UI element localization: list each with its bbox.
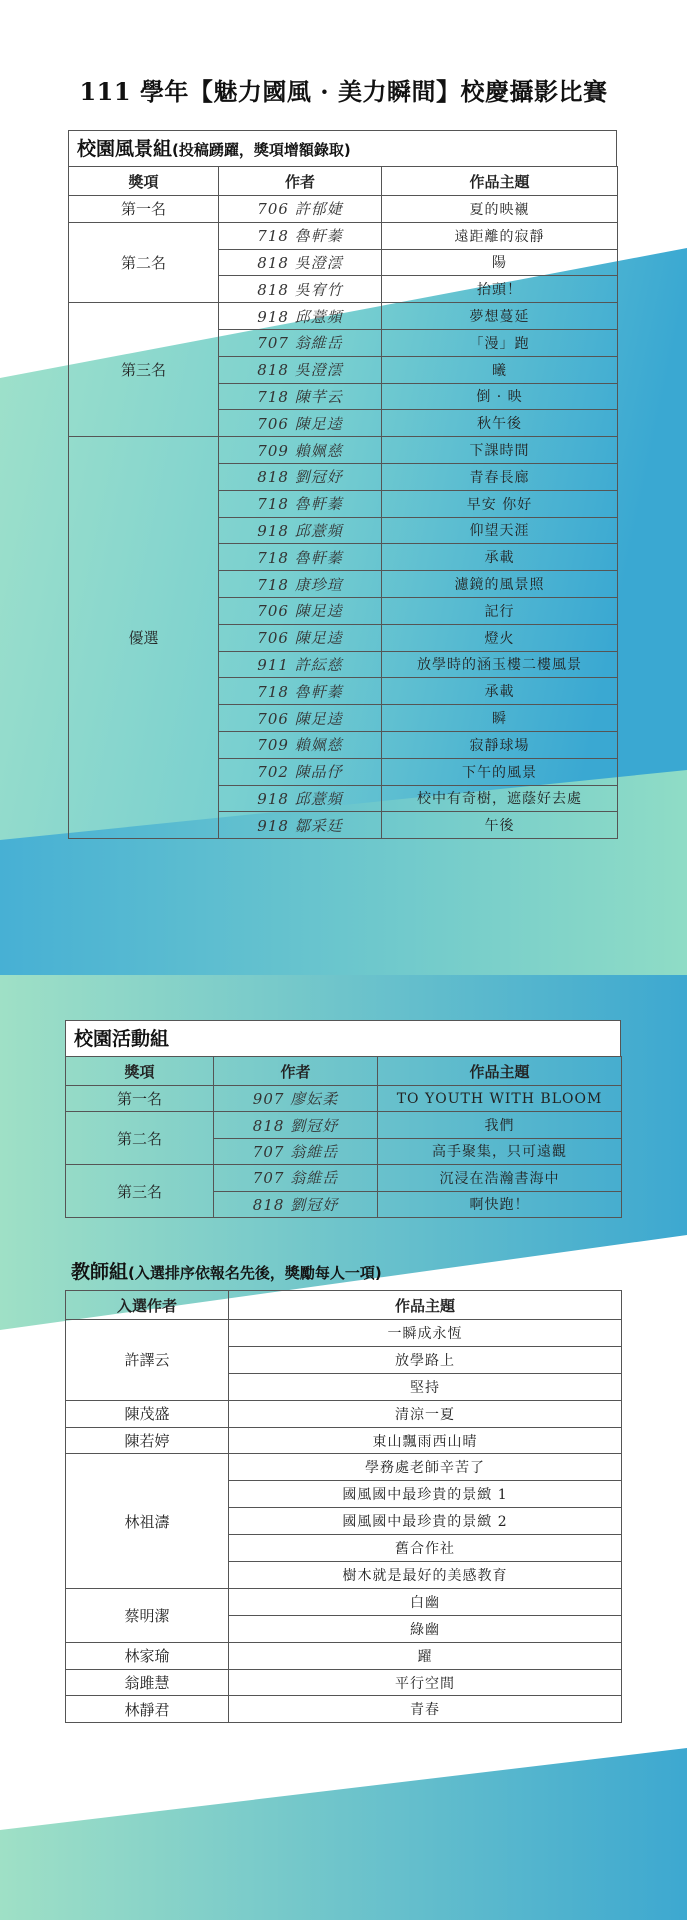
work-title-cell: 校中有奇樹，遮蔭好去處 (382, 785, 618, 812)
header-author: 作者 (219, 167, 382, 196)
work-title-cell: 沉浸在浩瀚書海中 (378, 1165, 622, 1191)
work-title-cell: 燈火 (382, 624, 618, 651)
award-cell: 優選 (69, 437, 219, 839)
work-title-cell: 早安 你好 (382, 490, 618, 517)
author-cell: 918 邱薏頻 (219, 785, 382, 812)
table-row (66, 1669, 622, 1696)
teacher-name-cell: 陳若婷 (66, 1427, 229, 1454)
author-cell: 706 陳足逵 (219, 410, 382, 437)
landscape-section-note: (投稿踴躍，獎項增額錄取) (172, 141, 351, 159)
author-cell: 707 翁維岳 (219, 329, 382, 356)
table-row (66, 1454, 622, 1481)
author-cell: 718 魯軒蓁 (219, 544, 382, 571)
teacher-name-cell: 林家瑜 (66, 1642, 229, 1669)
teacher-section (65, 1254, 621, 1723)
author-cell: 818 吳澄澐 (219, 356, 382, 383)
work-title-cell: 午後 (382, 812, 618, 839)
activity-section-title: 校園活動組 (74, 1028, 170, 1050)
work-title-cell: 一瞬成永恆 (229, 1320, 622, 1347)
author-cell: 818 吳澄澐 (219, 249, 382, 276)
teacher-name-cell: 林靜君 (66, 1696, 229, 1723)
author-cell: 918 鄒采廷 (219, 812, 382, 839)
work-title-cell: 躍 (229, 1642, 622, 1669)
teacher-name-cell: 許譯云 (66, 1320, 229, 1401)
work-title-cell: 寂靜球場 (382, 731, 618, 758)
table-row (69, 196, 618, 223)
teacher-name-cell: 翁雎慧 (66, 1669, 229, 1696)
landscape-section-title: 校園風景組 (77, 138, 173, 160)
activity-table (65, 1056, 622, 1218)
work-title-cell: 承載 (382, 678, 618, 705)
header-teacher: 入選作者 (66, 1291, 229, 1320)
author-cell: 709 賴姵慈 (219, 731, 382, 758)
work-title-cell: TO YOUTH WITH BLOOM (378, 1086, 622, 1112)
award-cell: 第一名 (69, 196, 219, 223)
award-cell: 第一名 (66, 1086, 214, 1112)
table-row (66, 1696, 622, 1723)
work-title-cell: 啊快跑！ (378, 1191, 622, 1217)
work-title-cell: 堅持 (229, 1373, 622, 1400)
work-title-cell: 下午的風景 (382, 758, 618, 785)
header-work: 作品主題 (229, 1291, 622, 1320)
work-title-cell: 白幽 (229, 1588, 622, 1615)
work-title-cell: 仰望天涯 (382, 517, 618, 544)
author-cell: 706 陳足逵 (219, 624, 382, 651)
teacher-name-cell: 蔡明潔 (66, 1588, 229, 1642)
table-header-row (69, 167, 618, 196)
award-cell: 第二名 (69, 222, 219, 302)
author-cell: 818 劉冠妤 (219, 463, 382, 490)
work-title-cell: 青春 (229, 1696, 622, 1723)
work-title-cell: 曦 (382, 356, 618, 383)
work-title-cell: 濾鏡的風景照 (382, 571, 618, 598)
activity-section-header (65, 1020, 621, 1056)
header-work: 作品主題 (378, 1057, 622, 1086)
work-title-cell: 綠幽 (229, 1615, 622, 1642)
table-row (66, 1588, 622, 1615)
table-header-row (66, 1291, 622, 1320)
work-title-cell: 東山飄雨西山晴 (229, 1427, 622, 1454)
work-title-cell: 抬頭！ (382, 276, 618, 303)
table-row (69, 437, 618, 464)
work-title-cell: 放學時的涵玉樓二樓風景 (382, 651, 618, 678)
table-row (66, 1165, 622, 1191)
author-cell: 707 翁維岳 (214, 1138, 378, 1164)
work-title-cell: 國風國中最珍貴的景緻 2 (229, 1508, 622, 1535)
table-row (66, 1427, 622, 1454)
header-award: 獎項 (66, 1057, 214, 1086)
work-title-cell: 承載 (382, 544, 618, 571)
activity-section (65, 1020, 621, 1218)
teacher-name-cell: 陳茂盛 (66, 1400, 229, 1427)
author-cell: 709 賴姵慈 (219, 437, 382, 464)
table-row (66, 1112, 622, 1138)
work-title-cell: 夏的映襯 (382, 196, 618, 223)
work-title-cell: 夢想蔓延 (382, 303, 618, 330)
author-cell: 911 許紜慈 (219, 651, 382, 678)
author-cell: 918 邱薏頻 (219, 517, 382, 544)
work-title-cell: 我們 (378, 1112, 622, 1138)
work-title-cell: 清涼一夏 (229, 1400, 622, 1427)
author-cell: 718 魯軒蓁 (219, 678, 382, 705)
work-title-cell: 放學路上 (229, 1346, 622, 1373)
teacher-section-note: (入選排序依報名先後，獎勵每人一項) (128, 1264, 382, 1282)
teacher-table (65, 1290, 622, 1723)
header-author: 作者 (214, 1057, 378, 1086)
author-cell: 818 吳宥竹 (219, 276, 382, 303)
author-cell: 907 廖妘柔 (214, 1086, 378, 1112)
award-cell: 第三名 (66, 1165, 214, 1218)
work-title-cell: 高手聚集，只可遠觀 (378, 1138, 622, 1164)
award-cell: 第三名 (69, 303, 219, 437)
author-cell: 718 魯軒蓁 (219, 490, 382, 517)
work-title-cell: 「漫」跑 (382, 329, 618, 356)
work-title-cell: 青春長廊 (382, 463, 618, 490)
landscape-table (68, 166, 618, 839)
work-title-cell: 記行 (382, 597, 618, 624)
table-row (66, 1400, 622, 1427)
author-cell: 706 許郁婕 (219, 196, 382, 223)
landscape-section-header (68, 130, 617, 166)
teacher-section-header (65, 1254, 621, 1290)
teacher-section-title: 教師組 (71, 1261, 129, 1283)
work-title-cell: 遠距離的寂靜 (382, 222, 618, 249)
page-title: 111 學年【魅力國風 · 美力瞬間】校慶攝影比賽 (79, 77, 608, 106)
author-cell: 918 邱薏頻 (219, 303, 382, 330)
author-cell: 818 劉冠妤 (214, 1112, 378, 1138)
table-row (66, 1320, 622, 1347)
header-work: 作品主題 (382, 167, 618, 196)
teacher-name-cell: 林祖濤 (66, 1454, 229, 1588)
author-cell: 702 陳品伃 (219, 758, 382, 785)
work-title-cell: 國風國中最珍貴的景緻 1 (229, 1481, 622, 1508)
work-title-cell: 瞬 (382, 705, 618, 732)
table-row (66, 1642, 622, 1669)
author-cell: 818 劉冠妤 (214, 1191, 378, 1217)
table-row (69, 303, 618, 330)
work-title-cell: 平行空間 (229, 1669, 622, 1696)
work-title-cell: 學務處老師辛苦了 (229, 1454, 622, 1481)
award-cell: 第二名 (66, 1112, 214, 1165)
author-cell: 718 康珍瑄 (219, 571, 382, 598)
header-award: 獎項 (69, 167, 219, 196)
author-cell: 706 陳足逵 (219, 705, 382, 732)
table-row (66, 1086, 622, 1112)
work-title-cell: 下課時間 (382, 437, 618, 464)
author-cell: 718 陳芊云 (219, 383, 382, 410)
work-title-cell: 陽 (382, 249, 618, 276)
work-title-cell: 秋午後 (382, 410, 618, 437)
landscape-section (68, 130, 617, 839)
work-title-cell: 舊合作社 (229, 1535, 622, 1562)
work-title-cell: 樹木就是最好的美感教育 (229, 1562, 622, 1589)
work-title-cell: 倒 · 映 (382, 383, 618, 410)
table-row (69, 222, 618, 249)
author-cell: 707 翁維岳 (214, 1165, 378, 1191)
author-cell: 706 陳足逵 (219, 597, 382, 624)
author-cell: 718 魯軒蓁 (219, 222, 382, 249)
table-header-row (66, 1057, 622, 1086)
